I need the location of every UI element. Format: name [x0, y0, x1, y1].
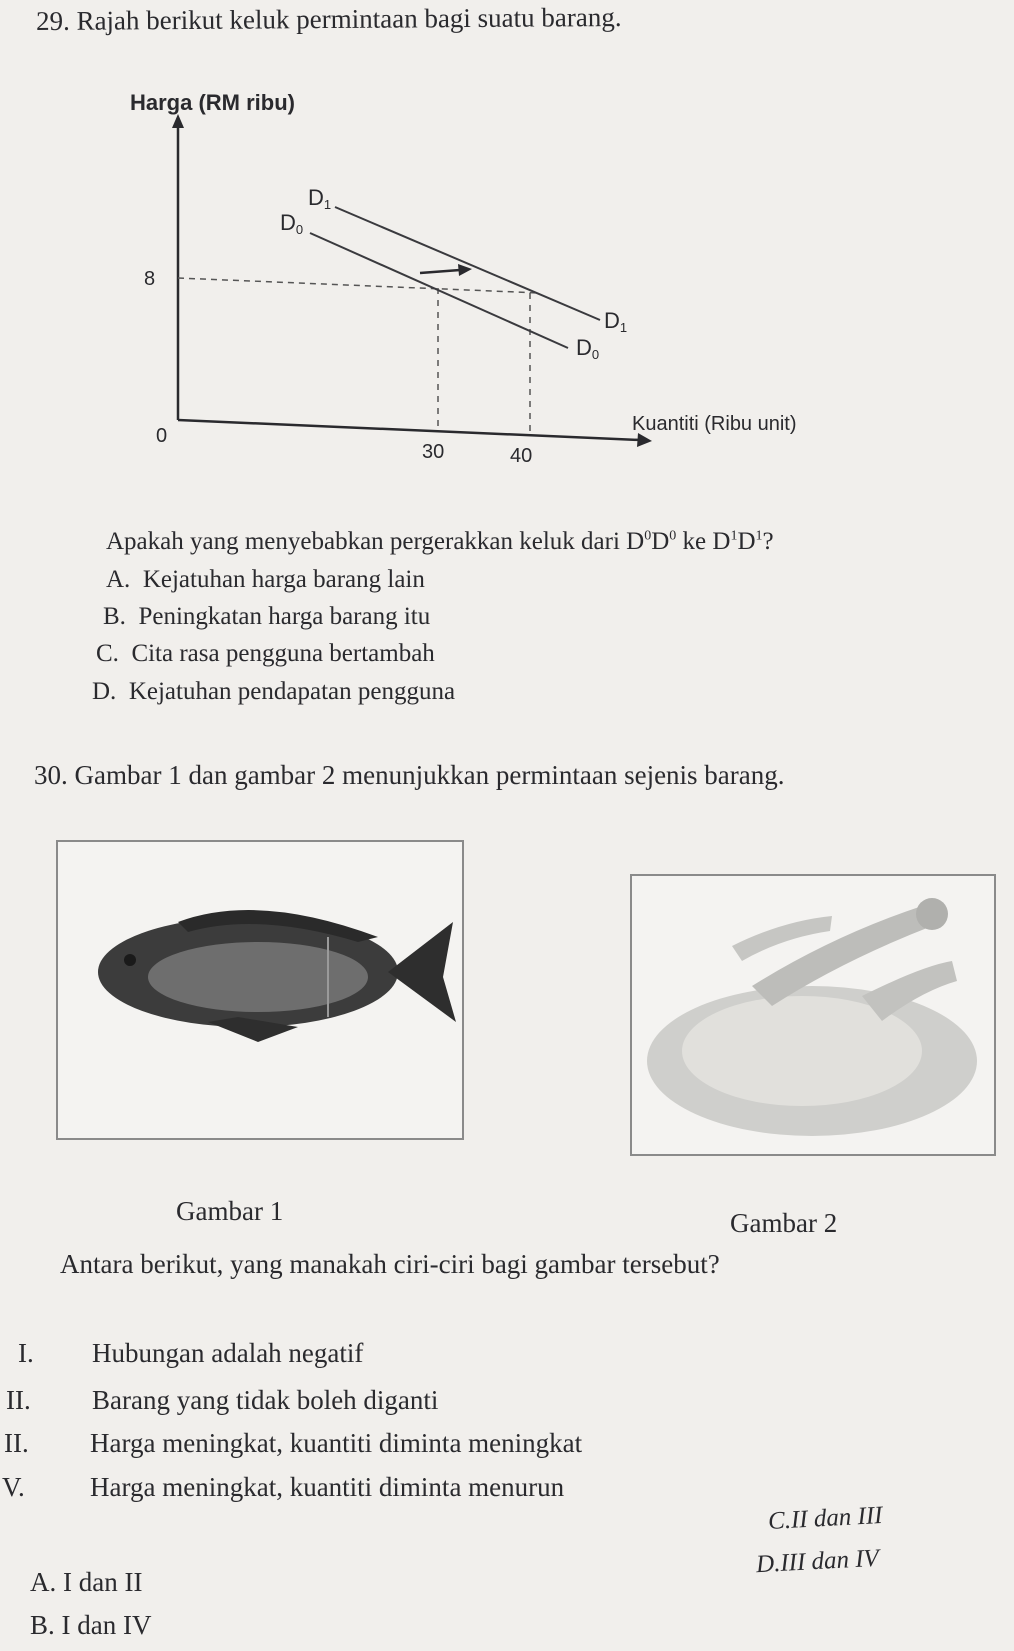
x-axis-label-line1: Kuantiti (Ribu unit)	[632, 413, 797, 435]
price-guide-line	[178, 278, 540, 293]
q29-option-a: A. Kejatuhan harga barang lain	[106, 566, 425, 593]
x-tick-30: 30	[422, 441, 445, 463]
statement-2: II. Barang yang tidak boleh diganti	[6, 1385, 439, 1415]
q29-option-c: C. Cita rasa pengguna bertambah	[96, 640, 435, 667]
x-tick-40: 40	[510, 445, 533, 467]
q29-option-d: D. Kejatuhan pendapatan pengguna	[92, 678, 456, 705]
shift-arrow-line	[420, 270, 460, 273]
figure-1-caption: Gambar 1	[176, 1196, 284, 1226]
q30-option-c: C.II dan III	[767, 1502, 884, 1535]
question-29-heading: 29. Rajah berikut keluk permintaan bagi suatu barang.	[35, 1, 622, 37]
statement-4: V. Harga meningkat, kuantiti diminta menurun	[2, 1472, 565, 1502]
q29-option-b: B. Peningkatan harga barang itu	[103, 603, 431, 630]
to-curve-label: $D^1D^1$	[712, 528, 763, 555]
y-axis-arrow	[172, 114, 184, 128]
q30-option-d: D.III dan IV	[755, 1544, 880, 1579]
shift-arrow-head	[458, 264, 472, 276]
question-30-heading: 30. Gambar 1 dan gambar 2 menunjukkan permintaan sejenis barang.	[34, 760, 785, 790]
label-d0-bottom: D0	[576, 335, 600, 362]
q30-option-b: B. I dan IV	[30, 1610, 152, 1640]
fish-image	[58, 842, 462, 1138]
demand-curve-chart	[120, 80, 797, 500]
origin-label: 0	[156, 425, 168, 447]
figure-2-caption: Gambar 2	[730, 1208, 838, 1238]
y-axis-label: Harga (RM ribu)	[130, 90, 295, 115]
x-axis-arrow	[637, 433, 652, 447]
label-d1-top: D1	[308, 185, 332, 212]
chicken-image	[632, 876, 994, 1154]
x-axis	[178, 420, 640, 440]
from-curve-label: $D^0D^0$	[626, 528, 677, 555]
question-29-text: Apakah yang menyebabkan pergerakkan keluk dari $D^0D^0$ ke $D^1D^1$?	[106, 528, 774, 555]
statement-1: I. Hubungan adalah negatif	[18, 1338, 364, 1368]
statement-3: II. Harga meningkat, kuantiti diminta meningkat	[4, 1428, 583, 1458]
q30-option-a: A. I dan II	[30, 1567, 143, 1597]
figure-1-box	[56, 840, 464, 1140]
label-d1-bottom: D1	[604, 308, 628, 335]
question-30-text: Antara berikut, yang manakah ciri-ciri bagi gambar tersebut?	[60, 1249, 720, 1279]
figure-2-box	[630, 874, 996, 1156]
label-d0-top: D0	[280, 210, 304, 237]
y-tick-label: 8	[144, 268, 156, 290]
